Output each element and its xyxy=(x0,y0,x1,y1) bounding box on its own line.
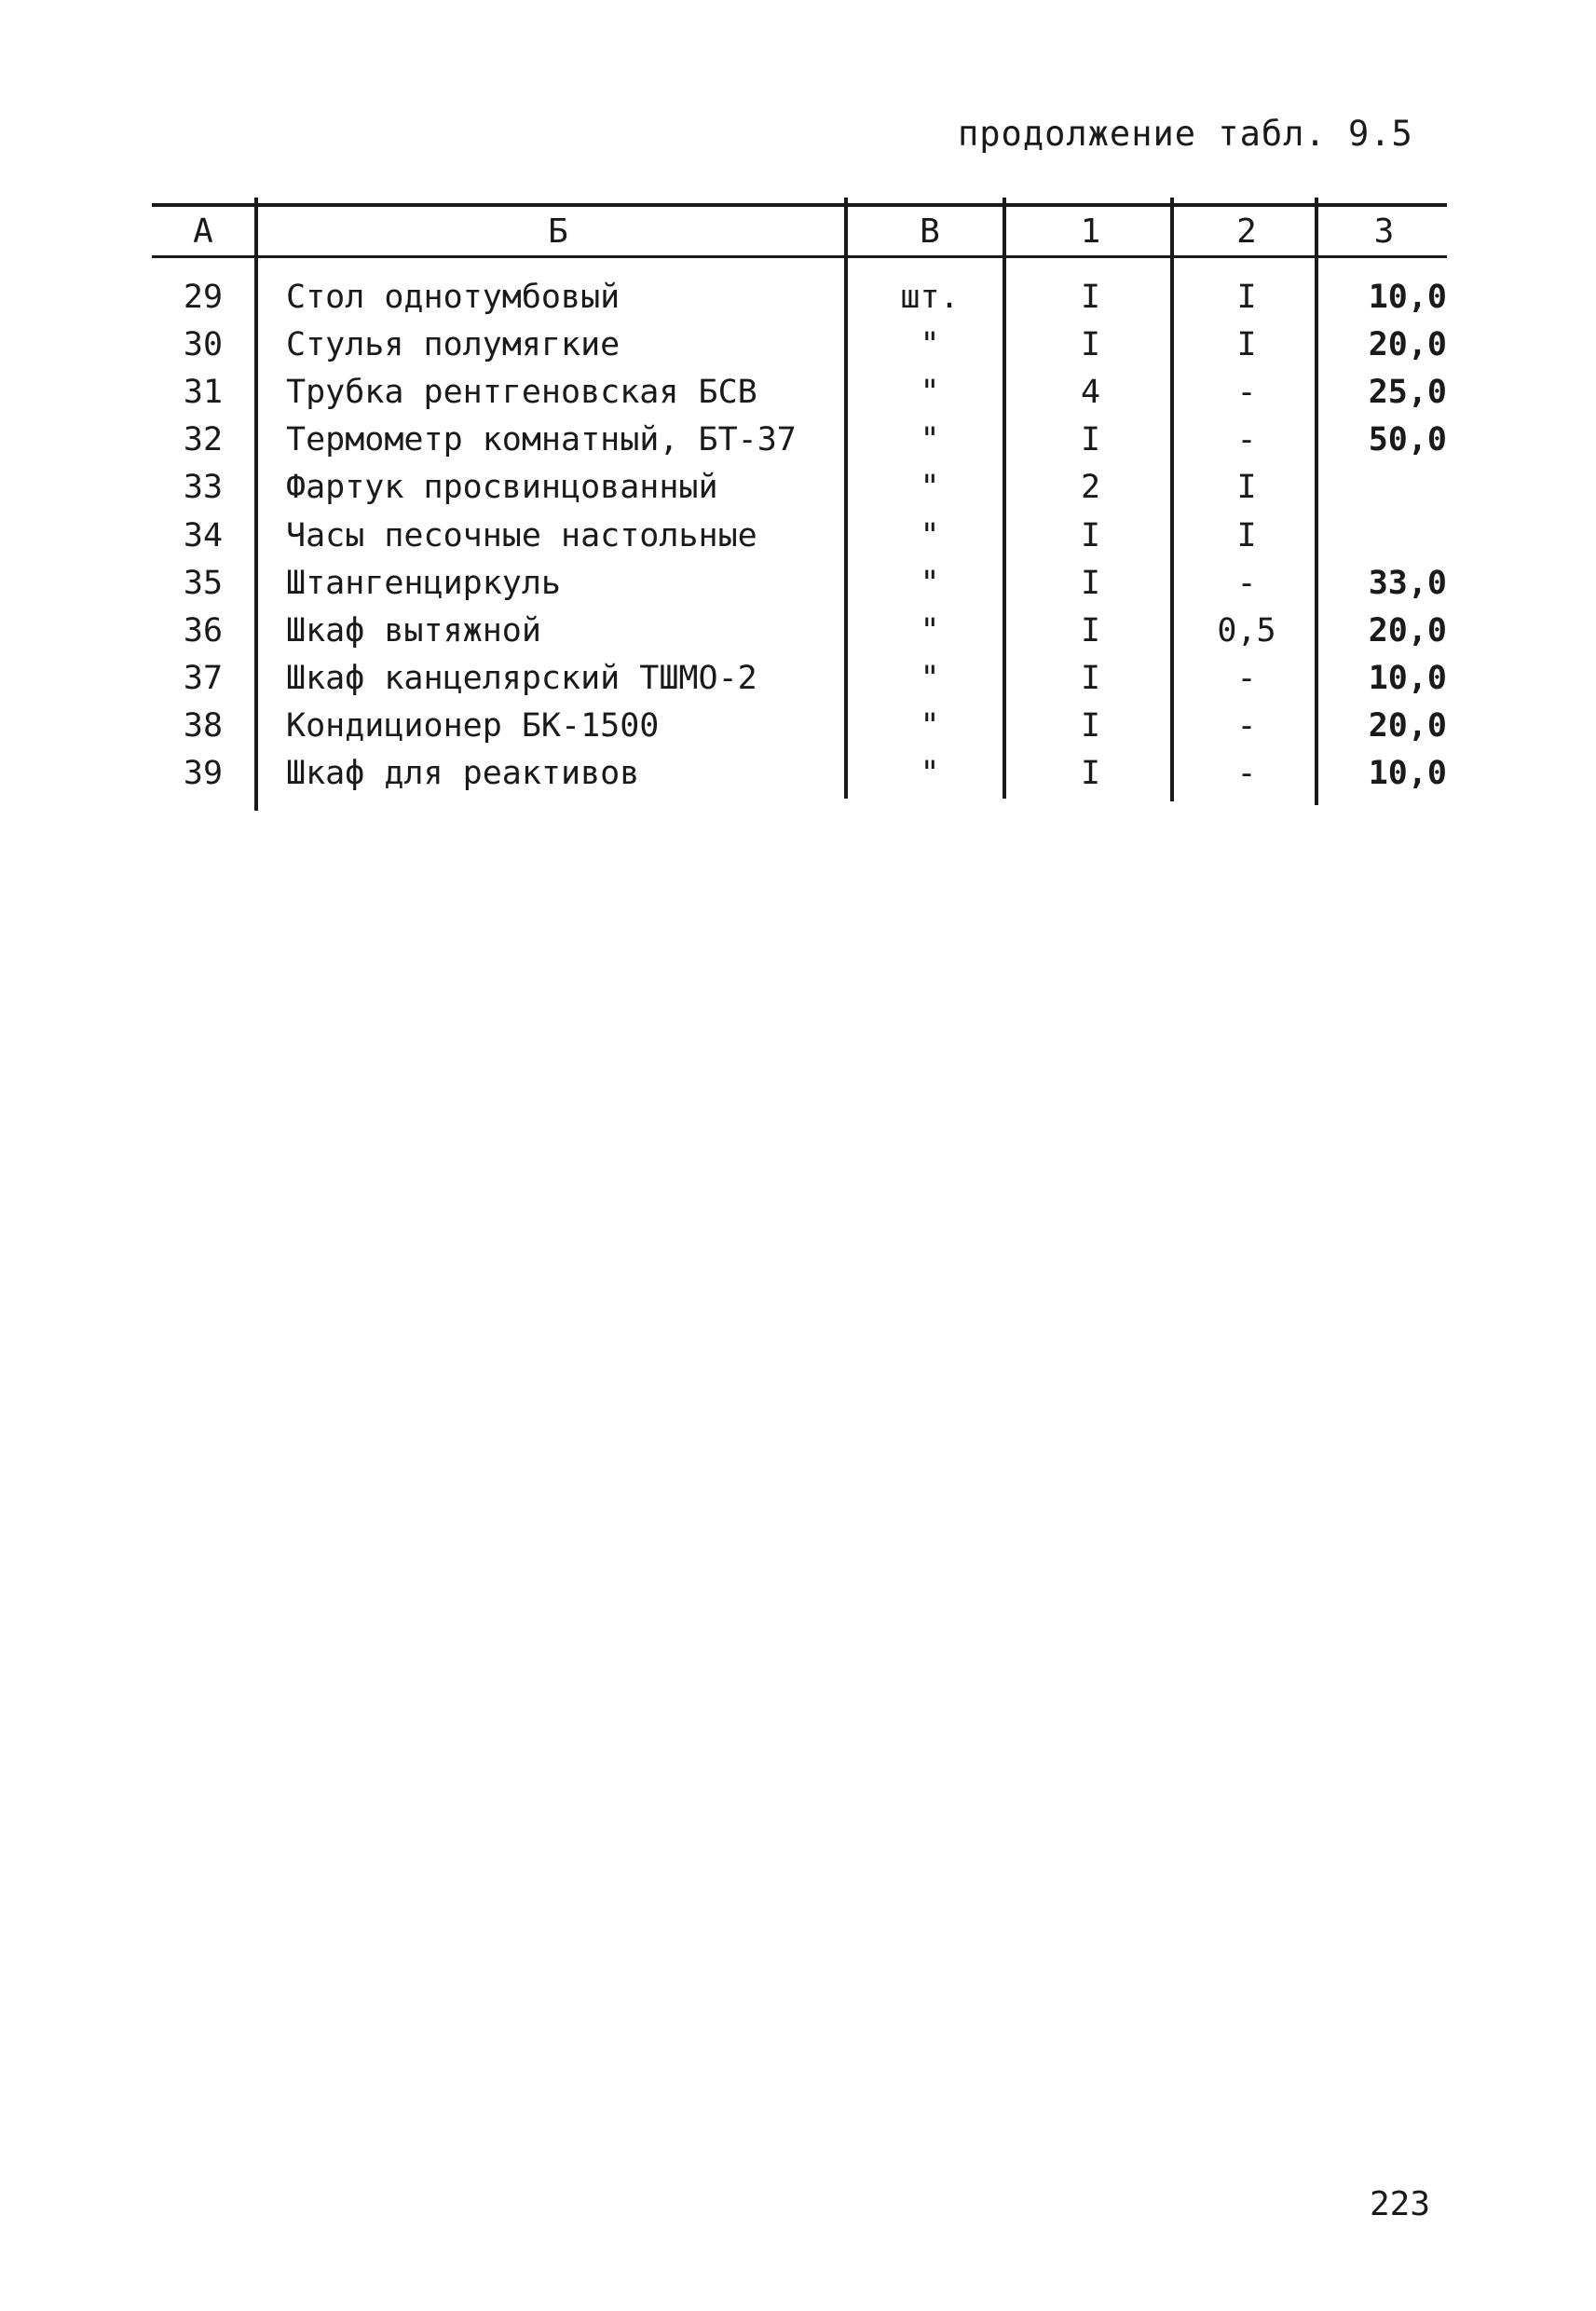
cell-unit: " xyxy=(920,611,940,650)
cell-unit: " xyxy=(920,421,940,459)
cell-unit: " xyxy=(920,326,940,364)
cell-name: Термометр комнатный, БТ-37 xyxy=(286,421,797,459)
header-cell-1: 1 xyxy=(1080,212,1101,251)
cell-unit: " xyxy=(920,469,940,507)
header-cell-2: 2 xyxy=(1236,212,1257,251)
cell-col1: I xyxy=(1080,755,1101,792)
cell-col2: - xyxy=(1236,659,1257,697)
column-divider xyxy=(254,198,258,811)
cell-number: 39 xyxy=(183,755,224,792)
cell-name: Стулья полумягкие xyxy=(286,326,621,364)
cell-col3: 20,0 xyxy=(1368,326,1447,364)
table-header-rule xyxy=(152,255,1447,258)
equipment-table xyxy=(152,198,1447,813)
cell-col3: 50,0 xyxy=(1368,421,1447,459)
cell-col1: I xyxy=(1080,659,1101,697)
cell-name: Штангенциркуль xyxy=(286,564,562,602)
cell-col3: 33,0 xyxy=(1368,564,1447,602)
cell-col1: I xyxy=(1080,564,1101,602)
cell-col2: - xyxy=(1236,755,1257,792)
cell-col1: I xyxy=(1080,516,1101,554)
cell-number: 38 xyxy=(183,706,224,745)
cell-number: 34 xyxy=(183,516,224,554)
cell-unit: " xyxy=(920,755,940,792)
page-number: 223 xyxy=(1370,2185,1431,2223)
cell-number: 29 xyxy=(183,279,224,316)
cell-col3 xyxy=(1321,464,1447,512)
cell-unit: шт. xyxy=(900,279,960,316)
cell-col1: I xyxy=(1080,611,1101,650)
cell-col3: 25,0 xyxy=(1368,374,1447,412)
cell-col2: 0,5 xyxy=(1217,611,1276,650)
cell-number: 35 xyxy=(183,564,224,602)
cell-col3: 10,0 xyxy=(1368,279,1447,316)
cell-col1: 2 xyxy=(1080,469,1101,507)
cell-number: 36 xyxy=(183,611,224,650)
cell-name: Шкаф вытяжной xyxy=(286,611,541,650)
cell-unit: " xyxy=(920,706,940,745)
cell-name: Стол однотумбовый xyxy=(286,279,621,316)
cell-name: Часы песочные настольные xyxy=(286,516,757,554)
header-cell-b: Б xyxy=(548,212,568,251)
cell-col1: I xyxy=(1080,326,1101,364)
cell-col3: 10,0 xyxy=(1368,755,1447,792)
cell-number: 30 xyxy=(183,326,224,364)
cell-col1: I xyxy=(1080,279,1101,316)
header-cell-a: А xyxy=(193,212,213,251)
cell-col2: - xyxy=(1236,421,1257,459)
cell-col3: 10,0 xyxy=(1368,659,1447,697)
cell-col1: 4 xyxy=(1080,374,1101,412)
cell-number: 31 xyxy=(183,374,224,412)
cell-col1: I xyxy=(1080,706,1101,745)
cell-col3: 20,0 xyxy=(1368,611,1447,650)
cell-col2: - xyxy=(1236,706,1257,745)
column-divider xyxy=(1170,198,1174,801)
cell-col1: I xyxy=(1080,421,1101,459)
cell-name: Шкаф для реактивов xyxy=(286,755,640,792)
table-top-rule xyxy=(152,203,1447,207)
cell-name: Шкаф канцелярский ТШМО-2 xyxy=(286,659,757,697)
cell-col2: I xyxy=(1236,279,1257,316)
header-cell-3: 3 xyxy=(1373,212,1395,251)
cell-name: Кондиционер БК-1500 xyxy=(286,706,660,745)
cell-unit: " xyxy=(920,516,940,554)
cell-col2: - xyxy=(1236,564,1257,602)
cell-unit: " xyxy=(920,374,940,412)
cell-col2: - xyxy=(1236,374,1257,412)
cell-col2: I xyxy=(1236,469,1257,507)
header-cell-v: В xyxy=(920,212,940,251)
table-continuation-title: продолжение табл. 9.5 xyxy=(958,114,1413,154)
cell-unit: " xyxy=(920,564,940,602)
cell-col3 xyxy=(1321,513,1447,560)
cell-col3: 20,0 xyxy=(1368,706,1447,745)
cell-number: 33 xyxy=(183,469,224,507)
cell-unit: " xyxy=(920,659,940,697)
cell-name: Трубка рентгеновская БСВ xyxy=(286,374,757,412)
cell-col2: I xyxy=(1236,516,1257,554)
cell-name: Фартук просвинцованный xyxy=(286,469,718,507)
cell-number: 32 xyxy=(183,421,224,459)
cell-number: 37 xyxy=(183,659,224,697)
cell-col2: I xyxy=(1236,326,1257,364)
